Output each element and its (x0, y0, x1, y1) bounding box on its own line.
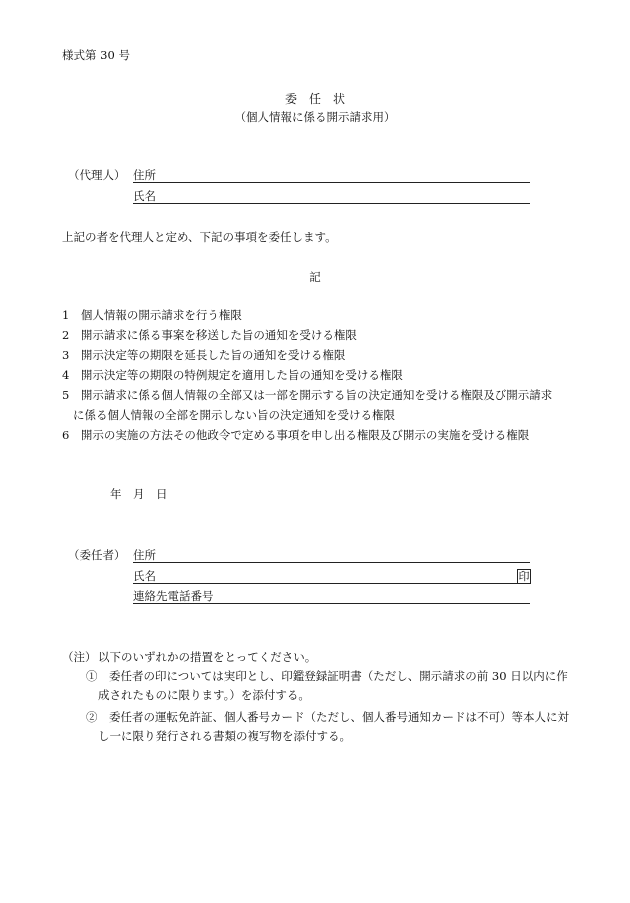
seal-mark: 印 (518, 570, 530, 583)
agent-role-label: （代理人） (68, 168, 126, 182)
document-title: 委 任 状 (284, 92, 345, 106)
list-item: 2 開示請求に係る事案を移送した旨の通知を受ける権限 (62, 328, 357, 342)
form-number: 様式第 30 号 (62, 48, 130, 62)
document-subtitle: （個人情報に係る開示請求用） (234, 110, 396, 124)
principal-address-label: 住所 (133, 548, 156, 562)
principal-phone-line[interactable] (133, 603, 530, 604)
list-item: 3 開示決定等の期限を延長した旨の通知を受ける権限 (62, 348, 346, 362)
note-line: 成されたものに限ります。）を添付する。 (98, 688, 310, 702)
principal-address-line[interactable] (133, 562, 530, 563)
agent-address-line[interactable] (133, 182, 530, 183)
principal-name-line[interactable] (133, 583, 530, 584)
note-line: ② 委任者の運転免許証、個人番号カード（ただし、個人番号通知カードは不可）等本人に対 (86, 710, 569, 724)
agent-name-label: 氏名 (133, 189, 156, 203)
principal-role-label: （委任者） (68, 548, 126, 562)
note-line: し一に限り発行される書類の複写物を添付する。 (98, 729, 351, 743)
principal-phone-label: 連絡先電話番号 (133, 589, 214, 603)
ki-heading: 記 (309, 270, 321, 284)
agent-name-line[interactable] (133, 203, 530, 204)
list-item: に係る個人情報の全部を開示しない旨の決定通知を受ける権限 (73, 408, 395, 422)
list-item: 1 個人情報の開示請求を行う権限 (62, 308, 242, 322)
note-label: （注） (62, 650, 97, 664)
list-item: 5 開示請求に係る個人情報の全部又は一部を開示する旨の決定通知を受ける権限及び開示請求 (62, 388, 553, 402)
list-item: 4 開示決定等の期限の特例規定を適用した旨の通知を受ける権限 (62, 368, 403, 382)
agent-address-label: 住所 (133, 168, 156, 182)
principal-name-label: 氏名 (133, 569, 156, 583)
intro-text: 上記の者を代理人と定め、下記の事項を委任します。 (62, 230, 337, 244)
note-line: ① 委任者の印については実印とし、印鑑登録証明書（ただし、開示請求の前 30 日以内に作 (86, 669, 568, 683)
date-field[interactable]: 年 月 日 (110, 487, 168, 501)
list-item: 6 開示の実施の方法その他政令で定める事項を申し出る権限及び開示の実施を受ける権限 (62, 428, 530, 442)
note-lead: 以下のいずれかの措置をとってください。 (98, 650, 317, 664)
